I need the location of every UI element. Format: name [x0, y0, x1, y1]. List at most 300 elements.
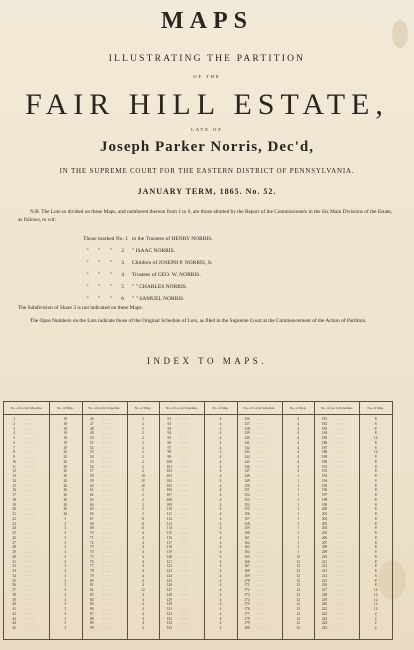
lot-number: 134	[166, 621, 172, 626]
lot-number: 79	[89, 573, 94, 578]
map-number: 8	[374, 535, 377, 540]
lot-number: 116	[166, 535, 172, 540]
lot-number: 126	[166, 583, 172, 588]
map-number: 4	[141, 550, 144, 554]
map-number: 8	[374, 564, 377, 569]
lot-number: 109	[166, 502, 172, 507]
map-number: 4	[219, 554, 222, 559]
leader-dots: ......	[257, 578, 267, 582]
map-number: 18	[63, 426, 68, 431]
lot-number: 92	[167, 421, 172, 426]
map-number: 4	[141, 564, 144, 569]
leader-dots: ......	[257, 459, 267, 464]
lot-number: 224	[321, 621, 328, 626]
leader-dots: ......	[257, 592, 267, 597]
leader-dots: ......	[179, 601, 189, 606]
lot-number: 16	[12, 488, 16, 493]
map-number: 4	[141, 554, 144, 559]
leader-dots: ......	[334, 601, 344, 606]
lot-number: 74	[89, 550, 94, 554]
lot-number: 111	[166, 512, 172, 516]
map-number: 8	[374, 488, 377, 493]
map-number: 8	[374, 483, 377, 488]
map-number: 2	[141, 426, 144, 431]
lot-number: 55	[89, 459, 94, 464]
leader-dots: ......	[334, 445, 344, 449]
map-number: 2	[374, 616, 377, 621]
lot-number: 104	[166, 478, 172, 483]
map-number: 1	[297, 535, 299, 540]
map-number: 3	[64, 569, 67, 573]
lot-number: 198	[321, 497, 328, 502]
leader-dots: ......	[24, 592, 34, 597]
map-number: 8	[374, 578, 377, 583]
lot-number: 19	[12, 502, 16, 507]
map-number: 8	[374, 497, 377, 502]
map-number: 4	[141, 569, 144, 573]
lot-number: 89	[89, 621, 94, 626]
map-number: 20	[63, 507, 68, 512]
map-number: 8	[374, 426, 377, 431]
leader-dots: ......	[179, 549, 189, 554]
header-lot: No. of Lot in Schedule.	[165, 406, 198, 410]
map-number: 3	[64, 550, 67, 554]
map-number: 4	[219, 597, 222, 602]
map-number: 12	[296, 564, 300, 569]
leader-dots: ......	[179, 449, 189, 454]
lot-number: 141	[244, 440, 250, 445]
leader-dots: ......	[101, 573, 112, 578]
map-number: 4	[297, 464, 299, 469]
map-number: 4	[219, 426, 222, 431]
leader-dots: ......	[24, 426, 34, 430]
map-number: 8	[374, 559, 377, 564]
lot-number: 200	[321, 507, 328, 512]
leader-dots: ......	[24, 582, 34, 587]
lot-number: 151	[244, 488, 250, 493]
leader-dots: ......	[257, 535, 267, 540]
map-number: 8	[374, 421, 377, 426]
lot-number: 201	[321, 512, 328, 516]
map-number: 12	[373, 607, 378, 611]
leader-dots: ......	[334, 440, 344, 445]
lot-number: 21	[12, 512, 16, 516]
leader-dots: ......	[179, 506, 189, 511]
map-number: 4	[219, 531, 222, 535]
map-number: 4	[141, 607, 144, 611]
map-number: 4	[219, 616, 222, 621]
lot-number: 156	[244, 512, 250, 516]
map-number: 8	[374, 507, 377, 512]
map-number: 12	[296, 616, 300, 621]
leader-dots: ......	[179, 611, 189, 616]
lot-number: 206	[321, 535, 328, 540]
map-number: 4	[219, 469, 222, 474]
lot-number: 6	[13, 440, 16, 445]
leader-dots: ......	[257, 568, 267, 573]
leader-dots: ......	[24, 416, 34, 421]
leader-dots: ......	[179, 582, 189, 587]
map-number: 8	[374, 464, 377, 469]
lot-number: 225	[321, 626, 328, 630]
lot-number: 175	[244, 602, 250, 607]
map-number: 20	[63, 469, 68, 474]
map-number: 4	[219, 488, 222, 493]
lot-number: 115	[166, 531, 172, 535]
map-number: 4	[219, 483, 222, 488]
leader-dots: ......	[24, 554, 34, 559]
lot-number: 123	[166, 569, 172, 573]
leader-dots: ......	[24, 568, 34, 573]
leader-dots: ......	[179, 483, 189, 487]
lot-number: 218	[321, 592, 328, 597]
lot-number: 212	[321, 564, 328, 569]
lot-number: 38	[12, 592, 16, 597]
lot-number: 26	[12, 535, 16, 540]
map-number: 4	[219, 502, 222, 507]
lot-number: 76	[89, 559, 94, 564]
map-number: 4	[141, 611, 144, 616]
leader-dots: ......	[24, 445, 34, 449]
leader-dots: ......	[101, 606, 112, 611]
map-number: 4	[219, 592, 222, 597]
lot-number: 81	[89, 583, 94, 588]
leader-dots: ......	[179, 606, 189, 611]
map-number: 8	[374, 583, 377, 588]
map-number: 4	[219, 436, 222, 440]
leader-dots: ......	[101, 426, 112, 430]
lot-number: 192	[321, 469, 328, 474]
lot-number: 56	[89, 464, 94, 469]
lot-number: 167	[244, 564, 250, 569]
map-number: 12	[296, 583, 300, 588]
document-title: MAPS	[161, 8, 253, 34]
map-number: 2	[374, 611, 377, 616]
leader-dots: ......	[179, 525, 189, 530]
lot-number: 186	[321, 440, 328, 445]
leader-dots: ......	[257, 511, 267, 516]
lot-number: 152	[244, 493, 250, 497]
map-number: 2	[141, 469, 144, 474]
leader-dots: ......	[257, 606, 267, 611]
leader-dots: ......	[24, 559, 34, 563]
lot-number: 190	[321, 459, 328, 464]
map-number: 8	[374, 459, 377, 464]
header-lot: No. of Lot in Schedule.	[88, 406, 121, 410]
lot-number: 30	[12, 554, 16, 559]
map-number: 2	[141, 464, 144, 469]
lot-number: 147	[244, 469, 250, 474]
map-number: 4	[141, 540, 144, 545]
leader-dots: ......	[334, 430, 344, 435]
lot-number: 100	[166, 459, 172, 464]
map-number: 11	[141, 526, 145, 531]
lot-number: 157	[244, 516, 250, 521]
lot-number: 153	[244, 497, 250, 502]
lot-number: 207	[321, 540, 328, 545]
subdivision-note: The Subdivision of Share 3 is not indicated on these Maps.	[18, 305, 143, 311]
lot-number: 202	[321, 516, 328, 521]
lot-number: 213	[321, 569, 328, 573]
lot-number: 129	[166, 597, 172, 602]
leader-dots: ......	[334, 464, 344, 468]
lot-number: 172	[244, 588, 250, 592]
leader-dots: ......	[24, 544, 34, 549]
leader-dots: ......	[101, 616, 112, 620]
leader-dots: ......	[101, 492, 112, 497]
leader-dots: ......	[101, 525, 112, 530]
lot-number: 165	[244, 554, 250, 559]
leader-dots: ......	[24, 468, 34, 473]
map-number: 8	[374, 502, 377, 507]
leader-dots: ......	[179, 459, 189, 464]
map-number: 4	[297, 469, 299, 474]
lot-number: 63	[89, 497, 94, 502]
map-number: 4	[219, 464, 222, 469]
lot-number: 58	[89, 474, 94, 478]
estate-name: FAIR HILL ESTATE,	[25, 88, 389, 121]
leader-dots: ......	[101, 497, 112, 502]
map-number: 4	[219, 431, 222, 436]
late-of-label: LATE OF	[191, 127, 223, 132]
map-number: 12	[296, 621, 300, 626]
lot-number: 3	[13, 426, 16, 431]
lot-number: 77	[89, 564, 94, 569]
map-number: 3	[64, 626, 67, 630]
map-number: 12	[373, 450, 378, 455]
lot-number: 78	[89, 569, 94, 573]
lot-number: 196	[321, 488, 328, 493]
map-number: 12	[296, 611, 300, 616]
leader-dots: ......	[24, 502, 34, 506]
lot-number: 102	[166, 469, 172, 474]
trustee-name: Trustees of GEO. W. NORRIS.	[132, 272, 201, 278]
map-number: 18	[63, 431, 68, 436]
map-number: 4	[141, 597, 144, 602]
lot-number: 166	[244, 559, 250, 564]
map-number: 2	[141, 488, 144, 493]
lot-number: 36	[12, 583, 16, 588]
leader-dots: ......	[179, 454, 189, 459]
lot-number: 127	[166, 588, 172, 592]
leader-dots: ......	[24, 516, 34, 521]
lot-number: 182	[321, 421, 328, 426]
leader-dots: ......	[101, 587, 112, 592]
map-number: 12	[296, 569, 300, 573]
map-number: 3	[64, 526, 67, 531]
leader-dots: ......	[101, 464, 112, 468]
lot-number: 99	[167, 455, 172, 459]
leader-dots: ......	[334, 540, 344, 544]
leader-dots: ......	[334, 544, 344, 549]
lot-number: 217	[321, 588, 328, 592]
map-number: 4	[219, 521, 222, 526]
lot-number: 59	[89, 478, 94, 483]
leader-dots: ......	[101, 620, 112, 625]
map-number: 4	[219, 516, 222, 521]
map-number: 12	[296, 588, 300, 592]
map-number: 4	[219, 559, 222, 564]
index-table	[3, 401, 393, 640]
trustee-number: Those marked No. 1	[83, 236, 128, 242]
court-line: IN THE SUPREME COURT FOR THE EASTERN DISTRICT OF PENNSYLVANIA.	[59, 167, 355, 175]
leader-dots: ......	[334, 497, 344, 502]
lot-number: 219	[321, 597, 328, 602]
lot-number: 67	[89, 516, 94, 521]
map-number: 4	[297, 431, 299, 436]
lot-number: 86	[89, 607, 94, 611]
map-number: 4	[219, 550, 222, 554]
map-number: 4	[297, 436, 299, 440]
of-the-label: OF THE	[193, 74, 221, 79]
map-number: 12	[141, 588, 145, 592]
trustee-name: " ISAAC NORRIS.	[132, 248, 176, 254]
leader-dots: ......	[179, 416, 189, 421]
leader-dots: ......	[179, 597, 189, 601]
leader-dots: ......	[24, 487, 34, 492]
header-lot: No. of Lot in Schedule.	[10, 406, 43, 410]
lot-number: 183	[321, 426, 328, 431]
map-number: 4	[297, 445, 299, 450]
leader-dots: ......	[257, 468, 267, 473]
map-number: 2	[141, 436, 144, 440]
lot-number: 133	[166, 616, 172, 621]
lot-number: 39	[12, 597, 16, 602]
map-number: 4	[297, 455, 299, 459]
map-number: 1	[297, 502, 299, 507]
lot-number: 118	[166, 545, 172, 550]
map-number: 2	[374, 621, 377, 626]
lot-number: 148	[244, 474, 250, 478]
leader-dots: ......	[334, 525, 344, 530]
leader-dots: ......	[179, 502, 189, 506]
leader-dots: ......	[24, 601, 34, 606]
leader-dots: ......	[334, 454, 344, 459]
leader-dots: ......	[24, 511, 34, 516]
trustee-name: Children of JOSEPH P. NORRIS, Jr.	[132, 260, 213, 266]
lot-number: 191	[321, 464, 328, 469]
map-number: 4	[297, 440, 299, 445]
leader-dots: ......	[334, 606, 344, 611]
opus-note: The Opus Numbers on the Lots indicate those of the Original Schedule of Lots, as filed in the Supreme Court at the Commencement of the Action of Partition.	[30, 318, 367, 324]
lot-number: 138	[244, 426, 250, 431]
map-number: 4	[141, 583, 144, 588]
leader-dots: ......	[334, 487, 344, 492]
map-number: 4	[219, 583, 222, 588]
lot-number: 12	[12, 469, 16, 474]
map-number: 2	[141, 421, 144, 426]
map-number: 4	[219, 526, 222, 531]
lot-number: 15	[12, 483, 16, 488]
lot-number: 168	[244, 569, 250, 573]
map-number: 10	[141, 474, 145, 478]
lot-number: 27	[12, 540, 16, 545]
map-number: 18	[63, 417, 68, 421]
lot-number: 69	[89, 526, 94, 531]
lot-number: 184	[321, 431, 328, 436]
lot-number: 103	[166, 474, 172, 478]
map-number: 8	[374, 445, 377, 450]
leader-dots: ......	[257, 416, 267, 421]
lot-number: 194	[321, 478, 328, 483]
map-number: 4	[219, 626, 222, 630]
leader-dots: ......	[101, 544, 112, 549]
trustee-number: " " " 2	[86, 248, 128, 254]
lot-number: 112	[166, 516, 172, 521]
leader-dots: ......	[24, 625, 34, 630]
lot-number: 124	[166, 573, 172, 578]
leader-dots: ......	[334, 578, 344, 582]
lot-number: 132	[166, 611, 172, 616]
leader-dots: ......	[101, 554, 112, 559]
leader-dots: ......	[101, 506, 112, 511]
lot-number: 31	[12, 559, 16, 564]
map-number: 4	[297, 417, 299, 421]
lot-number: 93	[167, 426, 172, 431]
lot-number: 108	[166, 497, 172, 502]
map-number: 8	[374, 516, 377, 521]
leader-dots: ......	[257, 506, 267, 511]
leader-dots: ......	[334, 549, 344, 554]
map-number: 18	[63, 421, 68, 426]
leader-dots: ......	[257, 502, 267, 506]
leader-dots: ......	[24, 473, 34, 478]
lot-number: 222	[321, 611, 328, 616]
lot-number: 143	[244, 450, 250, 455]
leader-dots: ......	[101, 459, 112, 464]
map-number: 12	[296, 578, 300, 583]
lot-number: 105	[166, 483, 172, 488]
leader-dots: ......	[101, 421, 112, 426]
leader-dots: ......	[179, 430, 189, 435]
lot-number: 44	[12, 621, 16, 626]
map-number: 4	[141, 545, 144, 550]
leader-dots: ......	[257, 625, 267, 630]
leader-dots: ......	[101, 611, 112, 616]
leader-dots: ......	[24, 478, 34, 483]
lot-number: 1	[13, 417, 16, 421]
leader-dots: ......	[179, 445, 189, 449]
leader-dots: ......	[101, 473, 112, 478]
lot-number: 216	[321, 583, 328, 588]
map-number: 20	[63, 464, 68, 469]
lot-number: 29	[12, 550, 16, 554]
lot-number: 110	[166, 507, 172, 512]
leader-dots: ......	[24, 606, 34, 611]
lot-number: 97	[167, 445, 172, 450]
map-number: 4	[141, 531, 144, 535]
trustee-name: " " SAMUEL NORRIS.	[132, 296, 185, 302]
leader-dots: ......	[101, 559, 112, 563]
leader-dots: ......	[257, 521, 267, 525]
leader-dots: ......	[334, 511, 344, 516]
lot-number: 10	[12, 459, 16, 464]
lot-number: 60	[89, 483, 94, 488]
leader-dots: ......	[334, 478, 344, 483]
map-number: 20	[63, 450, 68, 455]
lot-number: 113	[166, 521, 172, 526]
map-number: 4	[297, 426, 299, 431]
leader-dots: ......	[257, 483, 267, 487]
lot-number: 90	[89, 626, 94, 630]
lot-number: 215	[321, 578, 328, 583]
leader-dots: ......	[257, 601, 267, 606]
lot-number: 179	[244, 621, 250, 626]
map-number: 20	[63, 488, 68, 493]
leader-dots: ......	[101, 445, 112, 449]
leader-dots: ......	[101, 601, 112, 606]
map-number: 1	[297, 521, 299, 526]
